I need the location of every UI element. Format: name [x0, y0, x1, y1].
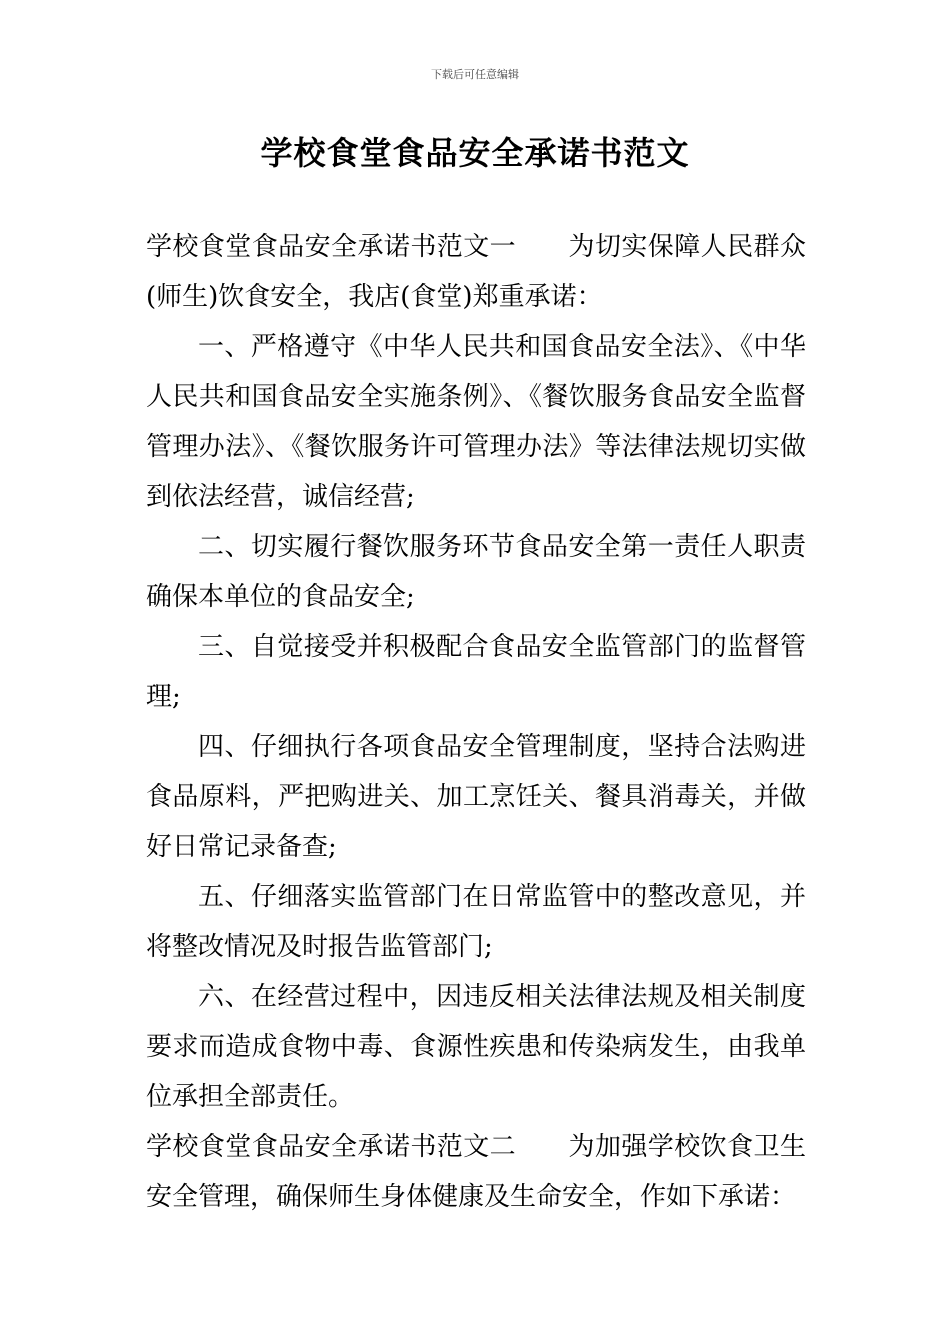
paragraph-sample-one-intro [146, 222, 806, 322]
header-note: 下载后可任意编辑 [431, 68, 519, 81]
paragraph-item-3: 三、自觉接受并积极配合食品安全监管部门的监督管理; [146, 632, 806, 712]
paragraph-item-2: 二、切实履行餐饮服务环节食品安全第一责任人职责确保本单位的食品安全; [146, 532, 806, 612]
paragraph-item-6: 六、在经营过程中，因违反相关法律法规及相关制度要求而造成食物中毒、食源性疾患和传染病发生，由我单位承担全部责任。 [146, 982, 806, 1112]
paragraph-item-1: 一、严格遵守《中华人民共和国食品安全法》、《中华人民共和国食品安全实施条例》、《餐饮服务食品安全监督管理办法》、《餐饮服务许可管理办法》等法律法规切实做到依法经营，诚信经营; [146, 332, 806, 512]
document-title: 学校食堂食品安全承诺书范文 [260, 134, 690, 172]
paragraph-sample-two-intro [146, 1122, 806, 1222]
paragraph-item-5: 五、仔细落实监管部门在日常监管中的整改意见，并将整改情况及时报告监管部门; [146, 882, 806, 962]
document-body [146, 222, 806, 1222]
paragraph-item-4: 四、仔细执行各项食品安全管理制度，坚持合法购进食品原料，严把购进关、加工烹饪关、餐具消毒关，并做好日常记录备查; [146, 732, 806, 862]
paragraph-text: 为切实保障人民群众(师生)饮食安全，我店(食堂)郑重承诺： [146, 232, 806, 312]
section-heading: 学校食堂食品安全承诺书范文二 [146, 1132, 517, 1162]
section-heading: 学校食堂食品安全承诺书范文一 [146, 232, 517, 262]
paragraph-text: 为加强学校饮食卫生安全管理，确保师生身体健康及生命安全，作如下承诺： [146, 1132, 806, 1212]
